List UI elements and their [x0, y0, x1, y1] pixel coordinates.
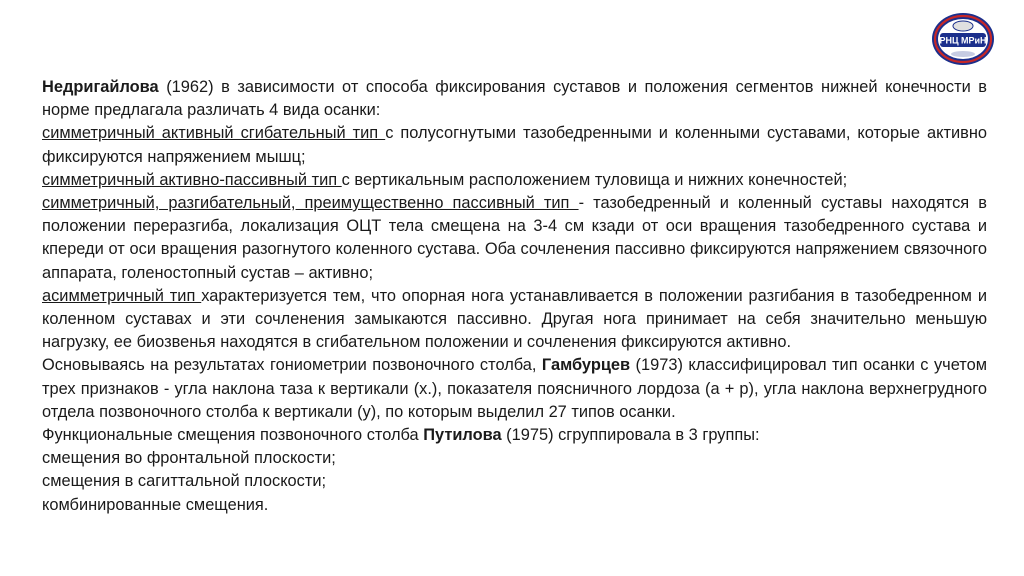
posture-type-2-text: с вертикальным расположением туловища и нижних конечностей; [341, 170, 848, 189]
group-item: смещения во фронтальной плоскости; [42, 449, 336, 468]
putilova-paragraph [42, 424, 987, 447]
author-putilova: Путилова [423, 426, 502, 445]
gamburtsev-paragraph [42, 354, 987, 424]
putilova-text-after: (1975) сгруппировала в 3 группы: [501, 426, 760, 445]
organization-logo [931, 12, 995, 66]
intro-text: (1962) в зависимости от способа фиксирования суставов и положения сегментов нижней конечности в норме предлагала различать 4 вида осанки: [42, 78, 987, 120]
author-gamburtsev: Гамбурцев [541, 356, 631, 375]
logo-text: РНЦ МРиН [939, 35, 987, 46]
posture-type-3 [42, 192, 987, 285]
group-item: комбинированные смещения. [42, 495, 269, 514]
putilova-text-before: Функциональные смещения позвоночного столба [42, 426, 424, 445]
posture-type-1 [42, 122, 987, 168]
slide-text-body [42, 76, 987, 517]
gamburtsev-text-before: Основываясь на результатах гониометрии позвоночного столба, [42, 356, 542, 375]
posture-type-2 [42, 169, 987, 192]
intro-paragraph [42, 76, 987, 122]
posture-type-3-text: - тазобедренный и коленный суставы находятся в положении переразгиба, локализация ОЦТ тела смещена на 3-4 см кзади от оси вращения тазобедренного сустава и кпереди от оси вращения разогнутого коленного сустава. Оба сочленения пассивно фиксируются напряжением связочного аппарата, голеностопный сустав – активно; [42, 194, 987, 282]
group-item: смещения в сагиттальной плоскости; [42, 472, 327, 491]
posture-type-4-label: асимметричный тип [42, 286, 202, 305]
author-nedrigailova: Недригайлова [42, 78, 159, 96]
posture-type-1-label: симметричный активный сгибательный тип [42, 124, 386, 143]
gamburtsev-text-after: (1973) классифицировал тип осанки с учетом трех признаков - угла наклона таза к вертикали (x.), показателя поясничного лордоза (a + p), угла наклона верхнегрудного отдела позвоночного столба к вертикали (y), по которым выделил 27 типов осанки. [42, 356, 987, 421]
posture-type-4 [42, 285, 987, 355]
logo-emblem-icon [931, 12, 995, 66]
posture-type-4-text: характеризуется тем, что опорная нога устанавливается в положении разгибания в тазобедренном и коленном суставах и эти сочленения замыкаются пассивно. Другая нога принимает на себя значительно меньшую нагрузку, ее биозвенья находятся в сгибательном положении и сочленения фиксируются активно. [42, 286, 987, 352]
posture-type-2-label: симметричный активно-пассивный тип [42, 170, 342, 189]
posture-type-3-label: симметричный, разгибательный, преимущественно пассивный тип [42, 194, 579, 213]
posture-type-1-text: с полусогнутыми тазобедренными и коленными суставами, которые активно фиксируются напряжением мышц; [42, 124, 987, 166]
